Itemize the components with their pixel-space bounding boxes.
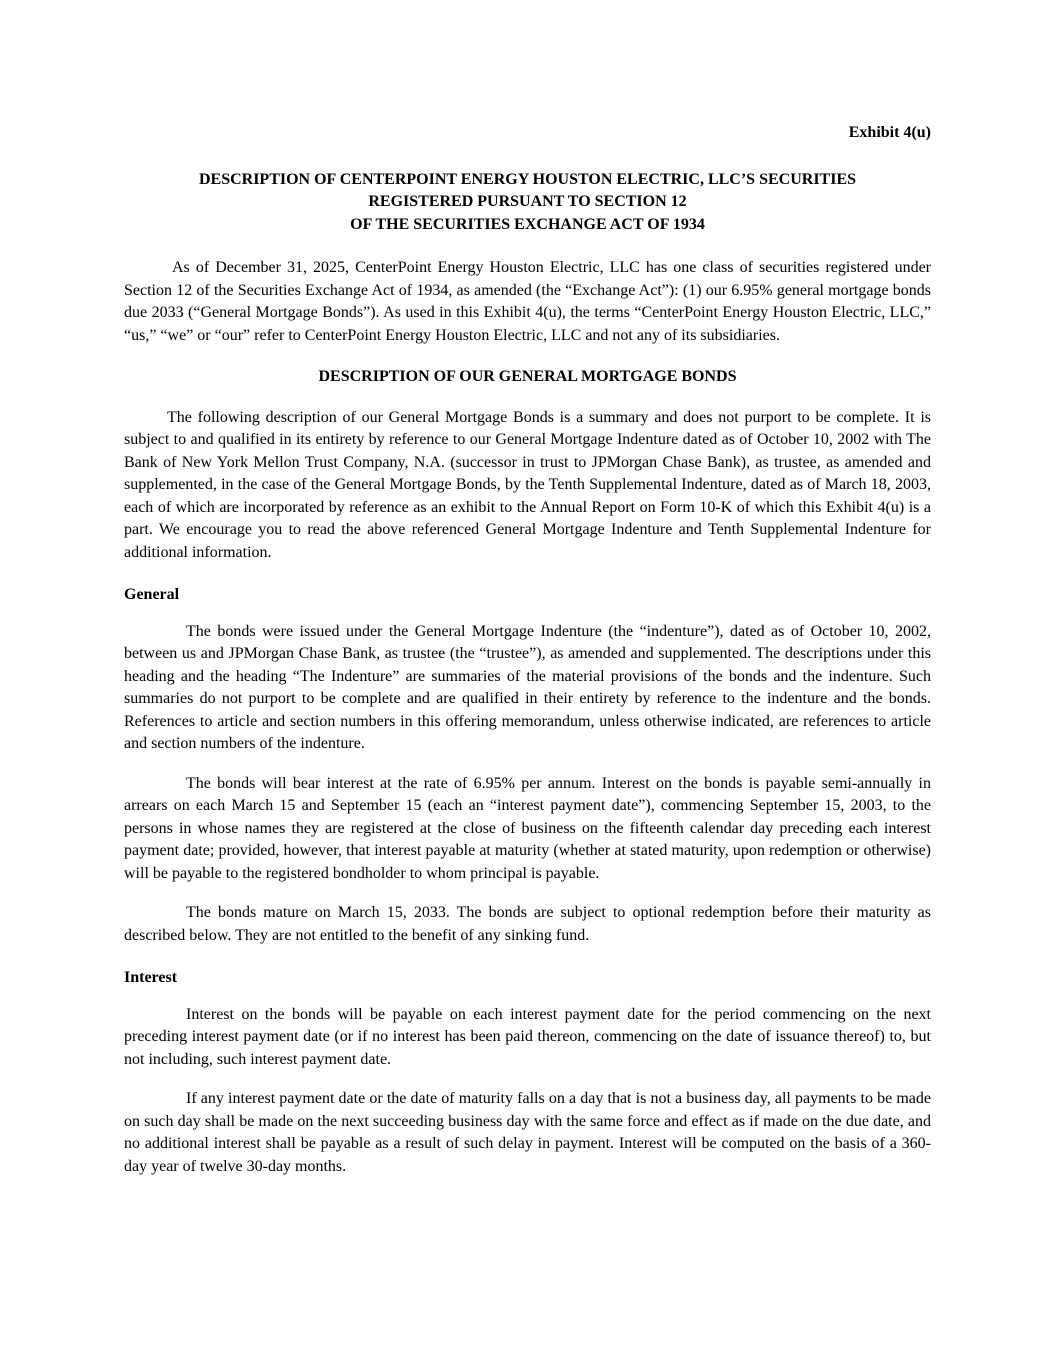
interest-paragraph-2: If any interest payment date or the date of maturity falls on a day that is not a business day, all payments to be made on such day shall be made on the next succeeding business day with the same force and effect as if made on the due date, and no additional interest shall be payable as a result of such delay in payment. Interest will be computed on the basis of a 360-day year of twelve 30-day months. bbox=[124, 1090, 931, 1175]
section-paragraph: The following description of our General Mortgage Bonds is a summary and does not purport to be complete. It is subject to and qualified in its entirety by reference to our General Mortgage Indenture dated as of October 10, 2002 with The Bank of New York Mellon Trust Company, N.A. (successor in trust to JPMorgan Chase Bank), as trustee, as amended and supplemented, in the case of the General Mortgage Bonds, by the Tenth Supplemental Indenture, dated as of March 18, 2003, each of which are incorporated by reference as an exhibit to the Annual Report on Form 10-K of which this Exhibit 4(u) is a part. We encourage you to read the above referenced General Mortgage Indenture and Tenth Supplemental Indenture for additional information. bbox=[124, 408, 931, 561]
general-paragraph-3: The bonds mature on March 15, 2033. The bonds are subject to optional redemption before their maturity as described below. They are not entitled to the benefit of any sinking fund. bbox=[124, 904, 931, 944]
interest-paragraph-1: Interest on the bonds will be payable on each interest payment date for the period commencing on the next preceding interest payment date (or if no interest has been paid thereon, commencing on the date of issuance thereof) to, but not including, such interest payment date. bbox=[124, 1005, 931, 1068]
title-line-2: REGISTERED PURSUANT TO SECTION 12 bbox=[368, 193, 687, 210]
intro-paragraph: As of December 31, 2025, CenterPoint Energy Houston Electric, LLC has one class of securities registered under Section 12 of the Securities Exchange Act of 1934, as amended (the “Exchange Act”): (1) our 6.95% general mortgage bonds due 2033 (“General Mortgage Bonds”). As used in this Exhibit 4(u), the terms “CenterPoint Energy Houston Electric, LLC,” “us,” “we” or “our” refer to CenterPoint Energy Houston Electric, LLC and not any of its subsidiaries. bbox=[124, 259, 931, 344]
section-heading: DESCRIPTION OF OUR GENERAL MORTGAGE BONDS bbox=[318, 368, 737, 385]
title-line-3: OF THE SECURITIES EXCHANGE ACT OF 1934 bbox=[350, 215, 705, 233]
exhibit-label: Exhibit 4(u) bbox=[848, 124, 931, 141]
title-line-1: DESCRIPTION OF CENTERPOINT ENERGY HOUSTON ELECTRIC, LLC’S SECURITIES bbox=[198, 170, 857, 188]
general-paragraph-2: The bonds will bear interest at the rate of 6.95% per annum. Interest on the bonds is payable semi-annually in arrears on each March 15 and September 15 (each an “interest payment date”), commencing September 15, 2003, to the persons in whose names they are registered at the close of business on the fifteenth calendar day preceding each interest payment date; provided, however, that interest payable at maturity (whether at stated maturity, upon redemption or otherwise) will be payable to the registered bondholder to whom principal is payable. bbox=[124, 774, 931, 882]
general-paragraph-1: The bonds were issued under the General Mortgage Indenture (the “indenture”), dated as of October 10, 2002, between us and JPMorgan Chase Bank, as trustee (the “trustee”), as amended and supplemented. The descriptions under this heading and the heading “The Indenture” are summaries of the material provisions of the bonds and the indenture. Such summaries do not purport to be complete and are qualified in their entirety by reference to the indenture and the bonds. References to article and section numbers in this offering memorandum, unless otherwise indicated, are references to article and section numbers of the indenture. bbox=[124, 622, 931, 752]
interest-heading: Interest bbox=[124, 969, 178, 986]
document-content bbox=[124, 122, 931, 1178]
general-heading: General bbox=[124, 586, 180, 603]
document-title bbox=[124, 169, 931, 237]
